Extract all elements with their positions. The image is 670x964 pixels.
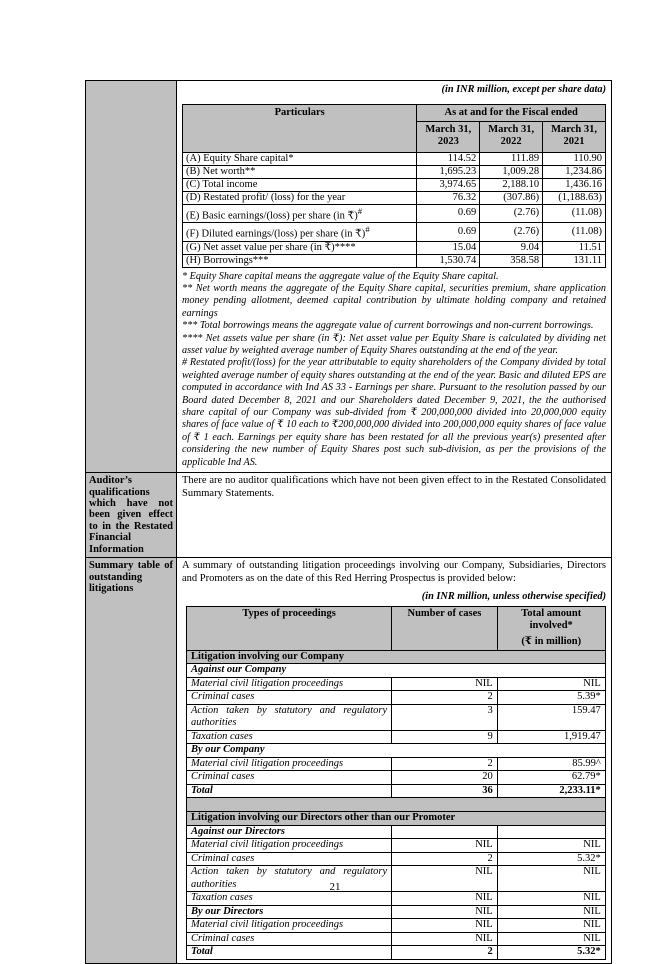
row-label-cell: (B) Net worth** — [183, 165, 417, 178]
proceeding-type-cell: Action taken by statutory and regulatory authorities — [187, 704, 392, 730]
litigation-row — [187, 730, 606, 744]
value-cell: 1,436.16 — [543, 178, 606, 191]
value-cell: 76.32 — [417, 191, 480, 204]
auditors-label-cell: Auditor’s qualifications which have not been given effect to in the Restated Financial Information — [86, 473, 177, 558]
financial-row — [183, 152, 606, 165]
subsection-title: By our Company — [187, 744, 606, 758]
value-cell: 358.58 — [480, 254, 543, 267]
proceeding-type-cell: Material civil litigation proceedings — [187, 919, 392, 933]
company-total-row — [187, 784, 606, 798]
cases-cell: NIL — [392, 677, 498, 691]
amount-header-line2: (₹ in million) — [521, 636, 582, 648]
amount-header-line1: Total amount involved* — [521, 608, 582, 632]
proceeding-type-cell: Action taken by statutory and regulatory authorities — [187, 866, 392, 892]
total-amount-cell: 2,233.11* — [497, 784, 605, 798]
proceeding-type-cell: Criminal cases — [187, 852, 392, 866]
cases-cell — [392, 825, 498, 839]
cases-cell: 2 — [392, 852, 498, 866]
proceeding-type-cell: Material civil litigation proceedings — [187, 757, 392, 771]
footnote: ** Net worth means the aggregate of the Equity Share capital, securities premium, share application money pending allotment, deemed capital contribution by ultimate holding company and retained earnings — [182, 283, 606, 319]
by-company-row — [187, 744, 606, 758]
total-label-cell: Total — [187, 946, 392, 960]
row-label-cell: (D) Restated profit/ (loss) for the year — [183, 191, 417, 204]
value-cell: (2.76) — [480, 204, 543, 223]
proceeding-type-cell: Taxation cases — [187, 892, 392, 906]
value-cell: 1,695.23 — [417, 165, 480, 178]
value-cell: 111.89 — [480, 152, 543, 165]
financial-row — [183, 165, 606, 178]
value-cell: 0.69 — [417, 223, 480, 242]
financial-content-cell — [177, 81, 612, 473]
amount-cell: NIL — [497, 892, 605, 906]
empty-label-cell — [86, 81, 177, 473]
against-company-row — [187, 664, 606, 678]
litigation-row — [187, 839, 606, 853]
proceeding-type-cell: Taxation cases — [187, 730, 392, 744]
subsection-title: Against our Company — [187, 664, 606, 678]
period-header-2021: March 31, 2021 — [543, 121, 606, 152]
auditors-content-cell — [177, 473, 612, 558]
cases-cell: 2 — [392, 691, 498, 705]
footnote: *** Total borrowings means the aggregate value of current borrowings and non-current borrowings. — [182, 320, 594, 332]
amount-cell: 159.47 — [497, 704, 605, 730]
proceeding-type-cell: Criminal cases — [187, 771, 392, 785]
value-cell: 1,530.74 — [417, 254, 480, 267]
financial-row — [183, 178, 606, 191]
total-cases-cell: 2 — [392, 946, 498, 960]
footnote-marker: # — [365, 224, 370, 235]
proceeding-type-cell: Criminal cases — [187, 932, 392, 946]
cases-cell: 3 — [392, 704, 498, 730]
litigations-row — [86, 558, 612, 963]
amount-cell: 5.32* — [497, 852, 605, 866]
cases-cell: NIL — [392, 866, 498, 892]
total-cases-cell: 36 — [392, 784, 498, 798]
litigation-units-caption: (in INR million, unless otherwise specified) — [421, 590, 606, 602]
financial-row — [183, 204, 606, 223]
row-label-cell: (A) Equity Share capital* — [183, 152, 417, 165]
litigation-row — [187, 919, 606, 933]
row-label-cell: (C) Total income — [183, 178, 417, 191]
cases-header: Number of cases — [392, 607, 498, 650]
spacer-cell — [187, 798, 606, 812]
litigation-row — [187, 892, 606, 906]
cases-cell: 20 — [392, 771, 498, 785]
cases-cell: NIL — [392, 932, 498, 946]
period-header-2023: March 31, 2023 — [417, 121, 480, 152]
litigation-intro: A summary of outstanding litigation proceedings involving our Company, Subsidiaries, Directors and Promoters as on the date of this Red Herring Prospectus is provided below: — [182, 560, 606, 584]
row-label-cell — [183, 223, 417, 242]
amount-cell: NIL — [497, 839, 605, 853]
amount-cell: 62.79* — [497, 771, 605, 785]
row-label-cell: (G) Net asset value per share (in ₹)**** — [183, 241, 417, 254]
cases-cell: NIL — [392, 905, 498, 919]
amount-cell: 5.39* — [497, 691, 605, 705]
footnote: # Restated profit/(loss) for the year attributable to equity shareholders of the Company divided by total weighted average number of equity shares outstanding at the end of the year. Basic and diluted EPS are computed in accordance with Ind AS 33 - Earnings per share. Pursuant to the resolution passed by our Board dated December 8, 2021 and our Shareholders dated December 9, 2021, the the authorised share capital of our Company was sub-divided from ₹ 200,000,000 divided into 20,000,000 equity shares of face value of ₹ 10 each to ₹200,000,000 divided into 200,000,000 equity shares of face value of ₹ 1 each. Earnings per equity share has been restated for all the previous year(s) presented after considering the new number of Equity Shares post such sub-division, as per the provisions of the applicable Ind AS. — [182, 357, 606, 468]
value-cell: 1,009.28 — [480, 165, 543, 178]
spacer-row — [187, 798, 606, 812]
section-title: Litigation involving our Directors other than our Promoter — [187, 812, 606, 826]
value-cell: 2,188.10 — [480, 178, 543, 191]
value-cell: 3,974.65 — [417, 178, 480, 191]
proceeding-type-cell: Material civil litigation proceedings — [187, 839, 392, 853]
fiscal-ended-header: As at and for the Fiscal ended — [417, 104, 606, 121]
footnote: **** Net assets value per share (in ₹): Net asset value per Equity Share is calculated by dividing net asset value by weighted average number of Equity Shares outstanding at the end of the year. — [182, 332, 606, 357]
financial-row — [183, 241, 606, 254]
amount-cell: NIL — [497, 905, 605, 919]
litigation-row — [187, 771, 606, 785]
cases-cell: NIL — [392, 892, 498, 906]
litigation-row — [187, 677, 606, 691]
proceeding-type-cell: Criminal cases — [187, 691, 392, 705]
financial-row — [183, 254, 606, 267]
value-cell: 131.11 — [543, 254, 606, 267]
page-number: 21 — [329, 881, 341, 893]
row-label-cell — [183, 204, 417, 223]
directors-section-row — [187, 812, 606, 826]
summary-outer-table — [85, 80, 612, 964]
amount-cell: NIL — [497, 866, 605, 892]
value-cell: (11.08) — [543, 223, 606, 242]
financial-row — [183, 191, 606, 204]
litigation-row — [187, 691, 606, 705]
value-cell: 110.90 — [543, 152, 606, 165]
amount-cell: NIL — [497, 677, 605, 691]
litigations-content-cell — [177, 558, 612, 963]
financial-units-caption: (in INR million, except per share data) — [441, 84, 606, 95]
total-amount-cell: 5.32* — [497, 946, 605, 960]
auditors-text: There are no auditor qualifications which have not been given effect to in the Restated Consolidated Summary Statements. — [182, 475, 606, 499]
value-cell: 0.69 — [417, 204, 480, 223]
subsection-title: By our Directors — [187, 905, 392, 919]
litigation-row — [187, 932, 606, 946]
auditors-row — [86, 473, 612, 558]
financial-summary-row — [86, 81, 612, 473]
amount-cell — [497, 825, 605, 839]
against-directors-row — [187, 825, 606, 839]
litigation-row — [187, 704, 606, 730]
row-label-cell: (H) Borrowings*** — [183, 254, 417, 267]
particulars-header: Particulars — [183, 104, 417, 152]
period-header-2022: March 31, 2022 — [480, 121, 543, 152]
amount-cell: 1,919.47 — [497, 730, 605, 744]
value-cell: 114.52 — [417, 152, 480, 165]
footnote-marker: # — [357, 205, 363, 216]
value-cell: 1,234.86 — [543, 165, 606, 178]
value-cell: (307.86) — [480, 191, 543, 204]
amount-cell: 85.99^ — [497, 757, 605, 771]
litigation-row — [187, 757, 606, 771]
litigation-row — [187, 852, 606, 866]
value-cell: (2.76) — [480, 223, 543, 242]
value-cell: (1,188.63) — [543, 191, 606, 204]
financial-summary-table — [182, 104, 606, 268]
footnote: * Equity Share capital means the aggregate value of the Equity Share capital. — [182, 270, 499, 282]
amount-cell: NIL — [497, 919, 605, 933]
by-directors-row — [187, 905, 606, 919]
directors-total-row — [187, 946, 606, 960]
row-label-text: (E) Basic earnings/(loss) per share (in ₹) — [186, 210, 358, 222]
cases-cell: 9 — [392, 730, 498, 744]
financial-header-row-1 — [183, 104, 606, 121]
types-header: Types of proceedings — [187, 607, 392, 650]
amount-cell: NIL — [497, 932, 605, 946]
value-cell: 11.51 — [543, 241, 606, 254]
financial-row — [183, 223, 606, 242]
cases-cell: NIL — [392, 839, 498, 853]
section-title: Litigation involving our Company — [187, 650, 606, 664]
proceeding-type-cell: Material civil litigation proceedings — [187, 677, 392, 691]
value-cell: (11.08) — [543, 204, 606, 223]
cases-cell: 2 — [392, 757, 498, 771]
value-cell: 9.04 — [480, 241, 543, 254]
litigations-label-cell: Summary table of outstanding litigations — [86, 558, 177, 963]
amount-header — [497, 607, 605, 650]
subsection-title: Against our Directors — [187, 825, 392, 839]
row-label-text: (F) Diluted earnings/(loss) per share (in ₹) — [186, 228, 366, 240]
litigation-table — [186, 606, 606, 959]
financial-footnotes — [182, 271, 606, 470]
cases-cell: NIL — [392, 919, 498, 933]
total-label-cell: Total — [187, 784, 392, 798]
value-cell: 15.04 — [417, 241, 480, 254]
company-section-row — [187, 650, 606, 664]
litigation-header-row — [187, 607, 606, 650]
